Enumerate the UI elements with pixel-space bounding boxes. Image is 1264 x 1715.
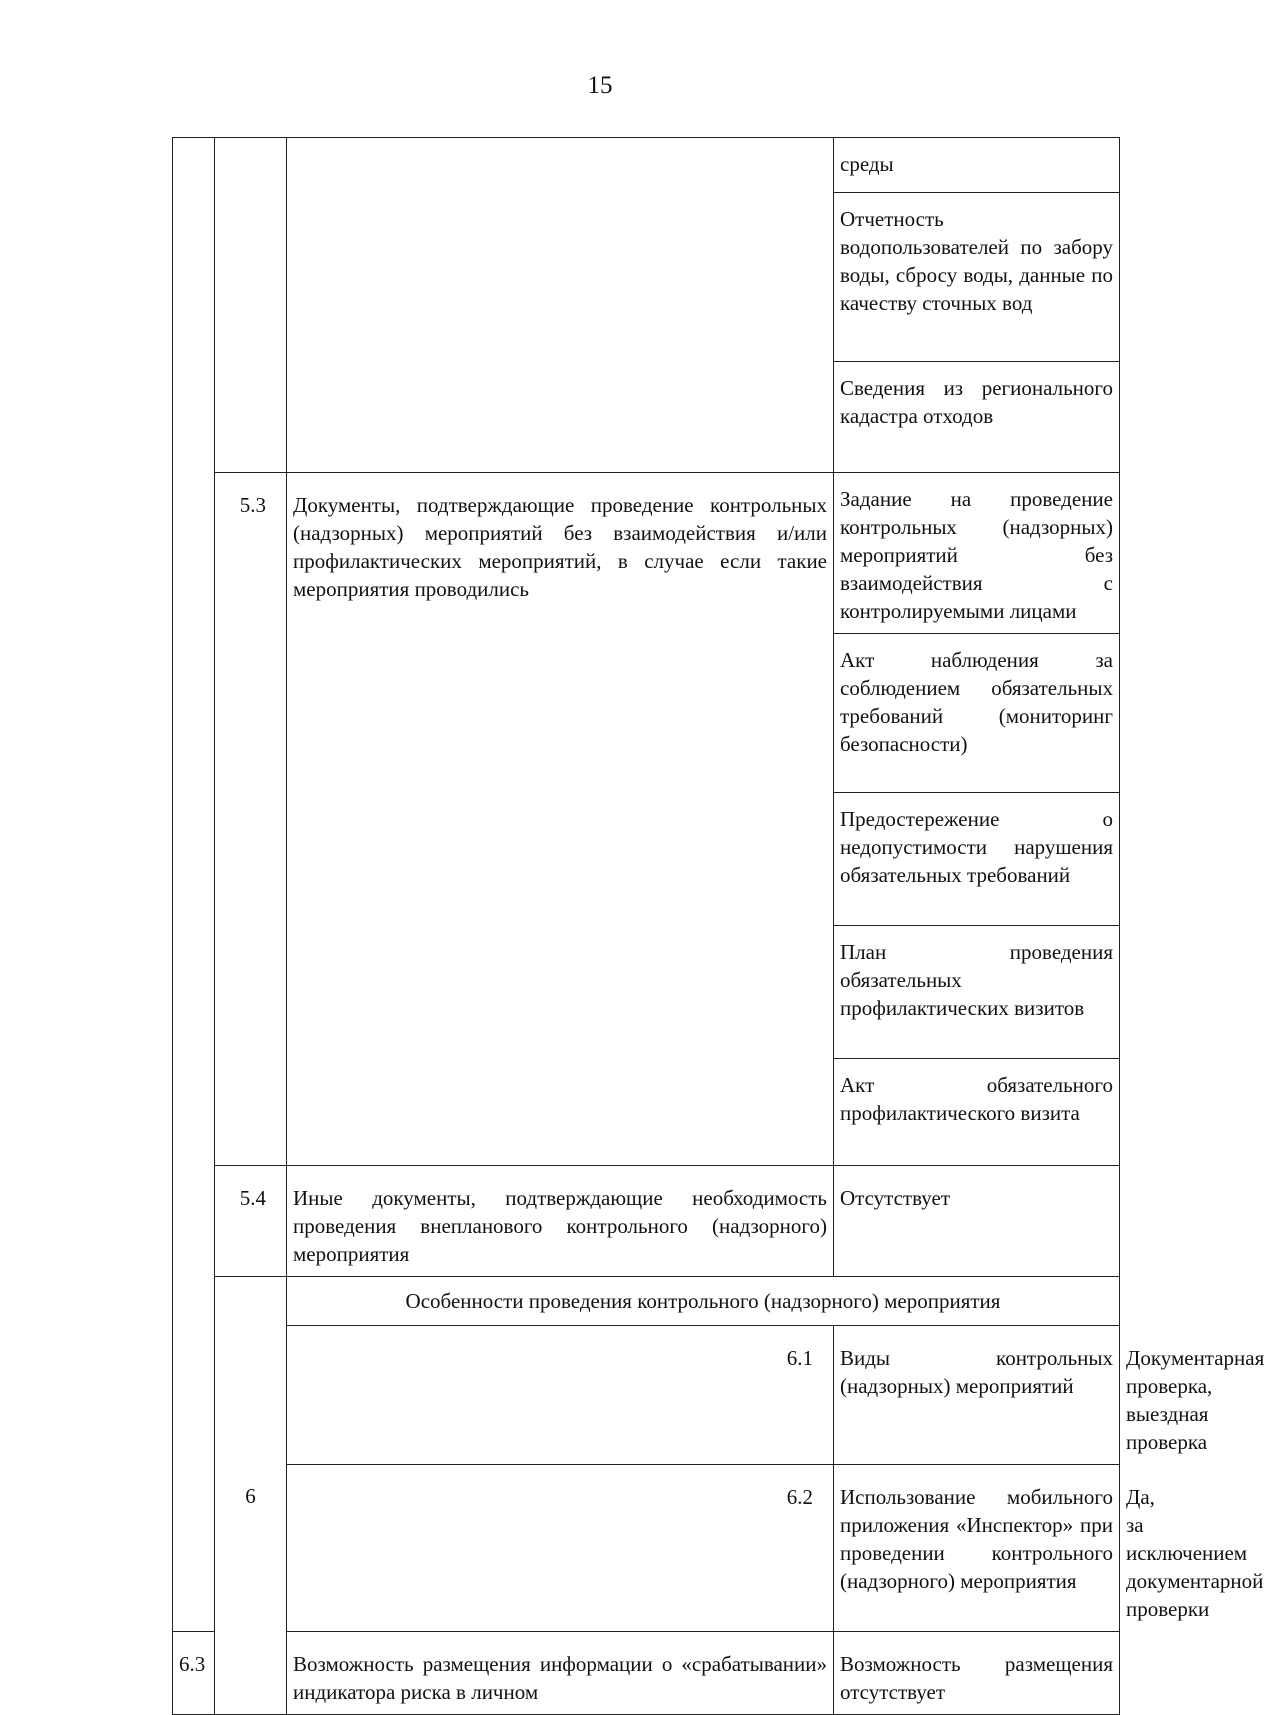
- value-cell: Акт наблюдения за соблюдением обязательных требований (мониторинг безопасности): [834, 634, 1120, 793]
- table-row: [173, 1632, 1120, 1715]
- table-row: [173, 1277, 1120, 1326]
- section-number: 6: [215, 1277, 287, 1715]
- parameter-text: Возможность размещения информации о «срабатывании» индикатора риска в личном: [287, 1632, 834, 1715]
- row-number: 6.3: [173, 1632, 215, 1715]
- value-cell: Сведения из регионального кадастра отходов: [834, 362, 1120, 473]
- parameter-text: Виды контрольных (надзорных) мероприятий: [834, 1326, 1120, 1465]
- value-cell: среды: [834, 138, 1120, 193]
- row-number: 5.3: [215, 473, 287, 1166]
- value-cell: План проведения обязательных профилактических визитов: [834, 926, 1120, 1059]
- parameter-cell: [287, 138, 834, 473]
- document-table: [172, 137, 1264, 1715]
- value-cell: Отчетность водопользователей по забору воды, сбросу воды, данные по качеству сточных вод: [834, 193, 1120, 362]
- page-number: 15: [587, 72, 613, 99]
- row-number: 5.4: [215, 1166, 287, 1277]
- table-row: [173, 138, 1120, 193]
- section-5-number-cell: [173, 138, 215, 1632]
- parameter-text: Документы, подтверждающие проведение контрольных (надзорных) мероприятий без взаимодействия и/или профилактических мероприятий, в случае если такие мероприятия проводились: [287, 473, 834, 1166]
- row-number: 6.2: [287, 1465, 834, 1632]
- value-cell: Возможность размещения отсутствует: [834, 1632, 1120, 1715]
- value-cell: Предостережение о недопустимости нарушения обязательных требований: [834, 793, 1120, 926]
- table-row: 6.2 Использование мобильного приложения «Инспектор» при проведении контрольного (надзорного) мероприятия Да, за исключением документарной проверки: [173, 1465, 1120, 1632]
- row-number-cell: [215, 138, 287, 473]
- table-row: [173, 1166, 1120, 1277]
- table-row: 6.1 Виды контрольных (надзорных) мероприятий Документарная проверка, выездная проверка: [173, 1326, 1120, 1465]
- row-number: 6.1: [287, 1326, 834, 1465]
- value-cell: Отсутствует: [834, 1166, 1120, 1277]
- parameter-text: Использование мобильного приложения «Инспектор» при проведении контрольного (надзорного) мероприятия: [834, 1465, 1120, 1632]
- value-cell: Акт обязательного профилактического визита: [834, 1059, 1120, 1166]
- section-heading: Особенности проведения контрольного (надзорного) мероприятия: [287, 1277, 1120, 1326]
- table-row: [173, 473, 1120, 634]
- value-cell: Задание на проведение контрольных (надзорных) мероприятий без взаимодействия с контролируемыми лицами: [834, 473, 1120, 634]
- parameter-text: Иные документы, подтверждающие необходимость проведения внепланового контрольного (надзорного) мероприятия: [287, 1166, 834, 1277]
